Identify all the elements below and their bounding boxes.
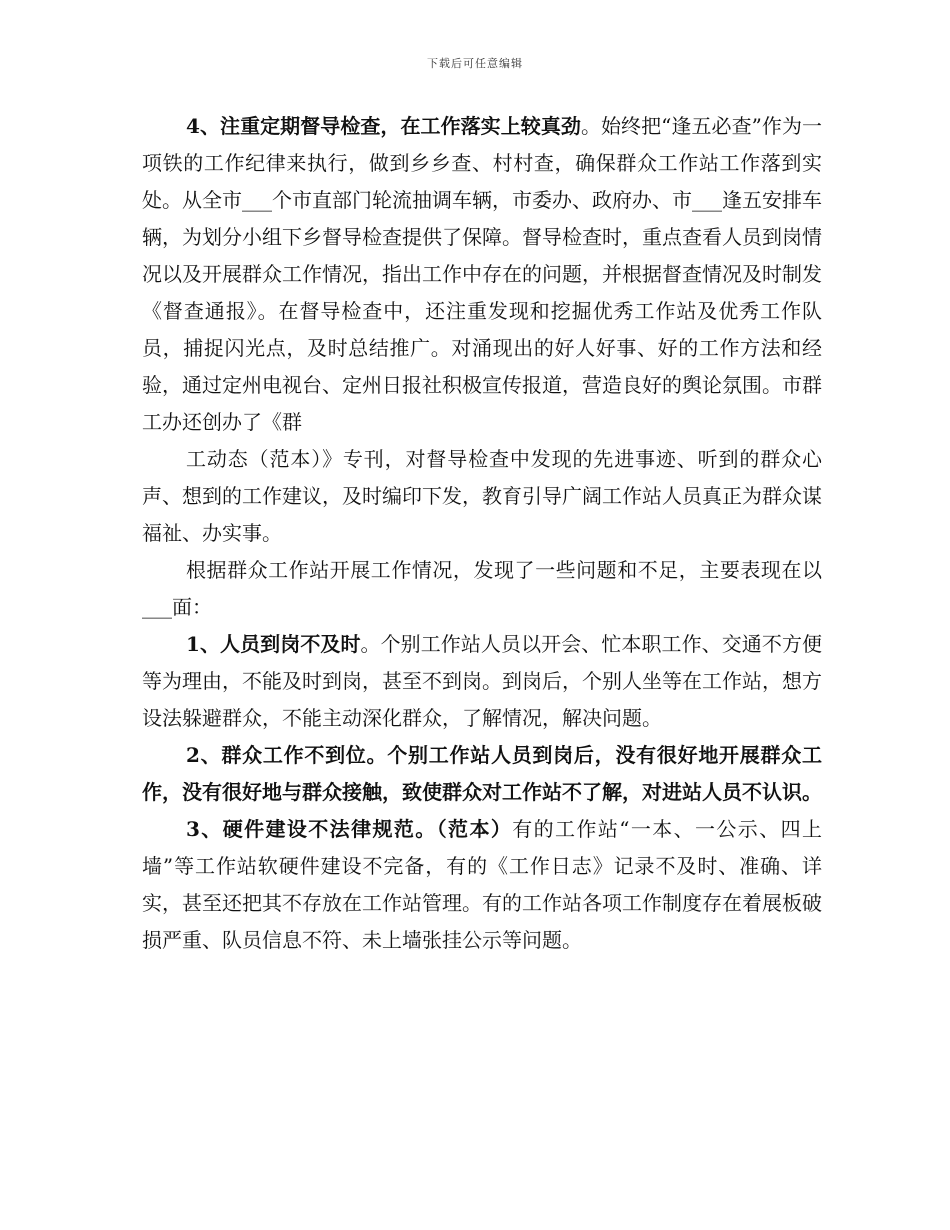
paragraph-4: [142, 626, 822, 737]
paragraph-6: [142, 811, 822, 959]
paragraph-3: [142, 552, 822, 626]
paragraph-5-lead: 2、群众工作不到位。个别工作站人员到岗后，没有很好地开展群众工作，没有很好地与群众接触，致使群众对工作站不了解，对进站人员不认识。: [142, 743, 822, 804]
paragraph-6-text: 有的工作站“一本、一公示、四上墙”等工作站软硬件建设不完备，有的《工作日志》记录不及时、准确、详实，甚至还把其不存放在工作站管理。有的工作站各项工作制度存在着展板破损严重、队员信息不符、未上墙张挂公示等问题。: [142, 817, 822, 952]
paragraph-2: [142, 441, 822, 552]
paragraph-6-lead: 3、硬件建设不法律规范。（范本）: [186, 817, 513, 841]
paragraph-2-text: 工动态（范本）》专刊，对督导检查中发现的先进事迹、听到的群众心声、想到的工作建议，及时编印下发，教育引导广阔工作站人员真正为群众谋福祉、办实事。: [142, 447, 822, 545]
header-note: 下载后可任意编辑: [427, 57, 523, 70]
paragraph-4-lead: 1、人员到岗不及时: [186, 632, 361, 656]
paragraph-1-text: 。始终把“逢五必查”作为一项铁的工作纪律来执行，做到乡乡查、村村查，确保群众工作站工作落到实处。从全市___个市直部门轮流抽调车辆，市委办、政府办、市___逢五安排车辆，为划分小组下乡督导检查提供了保障。督导检查时，重点查看人员到岗情况以及开展群众工作情况，指出工作中存在的问题，并根据督查情况及时制发《督查通报》。在督导检查中，还注重发现和挖掘优秀工作站及优秀工作队员，捕捉闪光点，及时总结推广。对涌现出的好人好事、好的工作方法和经验，通过定州电视台、定州日报社积极宣传报道，营造良好的舆论氛围。市群工办还创办了《群: [142, 114, 822, 434]
paragraph-1: [142, 108, 822, 441]
paragraph-4-text: 。个别工作站人员以开会、忙本职工作、交通不方便等为理由，不能及时到岗，甚至不到岗。到岗后，个别人坐等在工作站，想方设法躲避群众，不能主动深化群众，了解情况，解决问题。: [142, 632, 823, 730]
paragraph-3-text: 根据群众工作站开展工作情况，发现了一些问题和不足，主要表现在以___面：: [142, 558, 822, 619]
document-body: [142, 108, 822, 959]
paragraph-1-lead: 4、注重定期督导检查，在工作落实上较真劲: [186, 114, 581, 138]
paragraph-5: [142, 737, 822, 811]
